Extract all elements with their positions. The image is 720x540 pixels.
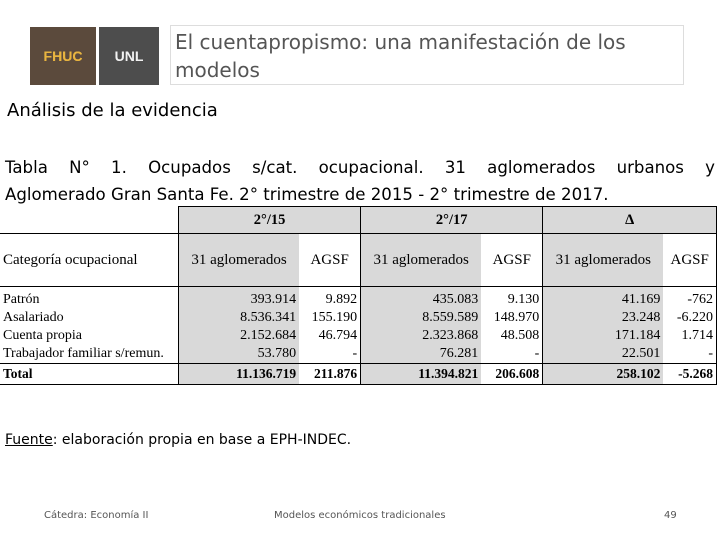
table-row <box>0 327 717 345</box>
row-label: Cuenta propia <box>3 328 82 343</box>
cell: 8.559.589 <box>361 309 482 327</box>
section-subheading: Análisis de la evidencia <box>7 100 218 121</box>
employment-table <box>0 206 717 385</box>
cell: - <box>481 345 543 364</box>
header-logos <box>30 27 159 85</box>
cell: 171.184 <box>543 327 664 345</box>
cell: 76.281 <box>361 345 482 364</box>
row-label: Patrón <box>3 292 40 307</box>
sub-header-delta-agsf: AGSF <box>663 234 716 287</box>
cell: -6.220 <box>663 309 716 327</box>
table-caption <box>5 154 715 208</box>
cell: - <box>299 345 361 364</box>
row-label: Asalariado <box>3 310 64 325</box>
source-note <box>5 432 351 448</box>
cell: 155.190 <box>299 309 361 327</box>
cell: 211.876 <box>299 364 361 385</box>
cell: - <box>663 345 716 364</box>
cell: 11.136.719 <box>179 364 300 385</box>
cell: 48.508 <box>481 327 543 345</box>
cell: 2.152.684 <box>179 327 300 345</box>
cell: 11.394.821 <box>361 364 482 385</box>
cell: 435.083 <box>361 287 482 310</box>
page-number: 49 <box>664 510 677 521</box>
table-row <box>0 309 717 327</box>
footer-topic: Modelos económicos tradicionales <box>274 510 446 521</box>
period-delta-header: Δ <box>543 207 717 234</box>
cell: 2.323.868 <box>361 327 482 345</box>
cell: 46.794 <box>299 327 361 345</box>
table-row <box>0 345 717 364</box>
cell: 8.536.341 <box>179 309 300 327</box>
empty-header-cell <box>0 207 179 234</box>
cell: 393.914 <box>179 287 300 310</box>
cell: 206.608 <box>481 364 543 385</box>
slide-title-box <box>170 25 684 85</box>
sub-header-2017-agsf: AGSF <box>481 234 543 287</box>
cell: 23.248 <box>543 309 664 327</box>
cell: 1.714 <box>663 327 716 345</box>
slide-title: El cuentapropismo: una manifestación de los modelos <box>175 30 626 82</box>
cell: 9.892 <box>299 287 361 310</box>
total-row <box>0 364 717 385</box>
table-row <box>0 287 717 310</box>
caption-line-1: Tabla N° 1. Ocupados s/cat. ocupacional. 31 aglomerados urbanos y <box>5 158 715 177</box>
source-text: : elaboración propia en base a EPH-INDEC. <box>52 432 352 448</box>
total-label: Total <box>0 364 179 385</box>
cell: -762 <box>663 287 716 310</box>
period-2017-header: 2°/17 <box>361 207 543 234</box>
column-header-row <box>0 234 717 287</box>
source-label: Fuente <box>5 432 53 448</box>
category-header: Categoría ocupacional <box>0 234 179 287</box>
cell: 41.169 <box>543 287 664 310</box>
row-label: Trabajador familiar s/remun. <box>0 345 179 364</box>
cell: 148.970 <box>481 309 543 327</box>
cell: 9.130 <box>481 287 543 310</box>
cell: 22.501 <box>543 345 664 364</box>
caption-line-2: Aglomerado Gran Santa Fe. 2° trimestre de 2015 - 2° trimestre de 2017. <box>5 185 609 204</box>
sub-header-2017-31: 31 aglomerados <box>361 234 482 287</box>
sub-header-2015-31: 31 aglomerados <box>179 234 300 287</box>
cell: 53.780 <box>179 345 300 364</box>
unl-logo: UNL <box>99 27 159 85</box>
period-2015-header: 2°/15 <box>179 207 361 234</box>
cell: 258.102 <box>543 364 664 385</box>
fhuc-logo: FHUC <box>30 27 96 85</box>
sub-header-2015-agsf: AGSF <box>299 234 361 287</box>
sub-header-delta-31: 31 aglomerados <box>543 234 664 287</box>
cell: -5.268 <box>663 364 716 385</box>
footer-course: Cátedra: Economía II <box>44 510 149 521</box>
period-header-row <box>0 207 717 234</box>
